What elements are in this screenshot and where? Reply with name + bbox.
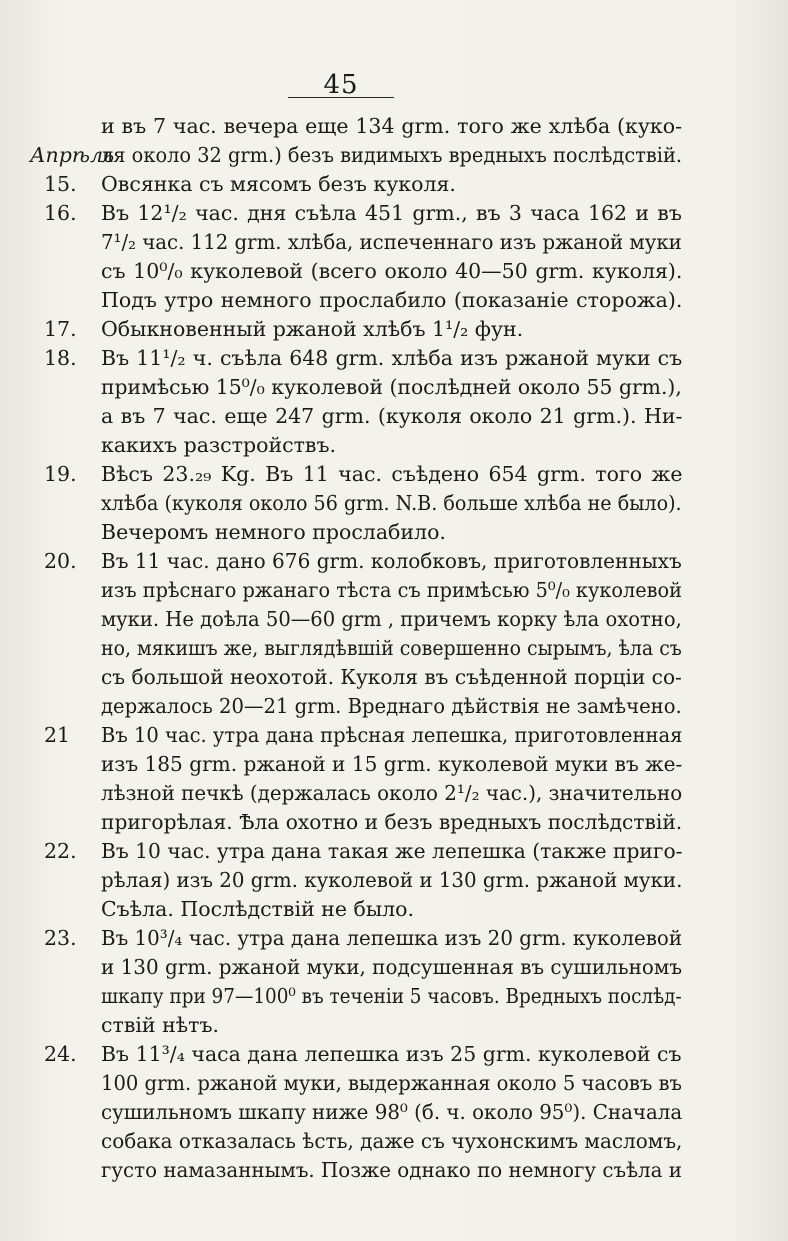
text-line [0,750,788,779]
text-line [0,112,788,141]
line-text: хлѣба (куколя около 56 grm. N.B. больше хлѣба не было). [101,491,682,515]
line-text: Подъ утро немного прослабило (показанiе сторожа). [101,288,683,312]
text-line [0,547,788,576]
text-line [0,518,788,547]
entry-number: 19. [44,462,77,486]
line-text: Въ 10 час. утра дана прѣсная лепешка, приготовленная [101,723,683,747]
line-text: а въ 7 час. еще 247 grm. (куколя около 21 grm.). Ни- [101,404,683,428]
entry-number: 20. [44,549,77,573]
text-line [0,605,788,634]
line-text: съ большой неохотой. Куколя въ съѣденной порцiи со- [101,665,682,689]
margin-note: Апрѣль [30,143,115,167]
text-line [0,199,788,228]
line-text: Въ 11 час. дано 676 grm. колобковъ, приготовленныхъ [101,549,682,573]
line-text: Вѣсъ 23.₂₉ Kg. Въ 11 час. съѣдено 654 grm. того же [101,462,683,486]
line-text: Вечеромъ немного прослабило. [101,520,446,544]
line-text: собака отказалась ѣсть, даже съ чухонскимъ масломъ, [101,1129,683,1153]
entry-number: 22. [44,839,77,863]
line-text: лѣзной печкѣ (держалась около 2¹/₂ час.), значительно [101,781,683,805]
line-text: и 130 grm. ржаной муки, подсушенная въ сушильномъ [101,955,683,979]
text-line [0,721,788,750]
line-text: Овсянка съ мясомъ безъ куколя. [101,172,456,196]
line-text: держалось 20—21 grm. Вреднаго дѣйствія не замѣчено. [101,694,682,718]
line-text: Въ 10³/₄ час. утра дана лепешка изъ 20 grm. куколевой [101,926,683,950]
text-line [0,1040,788,1069]
entry-number: 18. [44,346,77,370]
line-text: 7¹/₂ час. 112 grm. хлѣба, испеченнаго изъ ржаной муки [101,230,682,254]
text-line [0,170,788,199]
entry-number: 17. [44,317,77,341]
line-text: какихъ разстройствъ. [101,433,337,457]
text-line [0,924,788,953]
line-text: сушильномъ шкапу ниже 98⁰ (б. ч. около 95⁰). Сначала [101,1100,683,1124]
text-line [0,1098,788,1127]
page-number: 45 [323,70,359,100]
text-line [0,1127,788,1156]
text-line [0,692,788,721]
text-line [0,286,788,315]
entry-number: 15. [44,172,77,196]
line-text: Въ 11³/₄ часа дана лепешка изъ 25 grm. куколевой съ [101,1042,682,1066]
line-text: пригорѣлая. Ѣла охотно и безъ вредныхъ послѣдствій. [101,810,683,834]
entry-number: 16. [44,201,77,225]
text-line [0,431,788,460]
text-line [0,982,788,1011]
page-number-rule [288,97,394,98]
line-text: густо намазаннымъ. Позже однако по немногу съѣла и [101,1158,682,1182]
text-line [0,1156,788,1185]
text-block [0,112,788,1185]
line-text: но, мякишъ же, выглядѣвшiй совершенно сырымъ, ѣла съ [101,636,682,660]
line-text: Обыкновенный ржаной хлѣбъ 1¹/₂ фун. [101,317,524,341]
entry-number: 24. [44,1042,77,1066]
text-line [0,895,788,924]
text-line [0,1069,788,1098]
text-line [0,460,788,489]
text-line [0,634,788,663]
text-line [0,402,788,431]
entry-number: 21 [44,723,71,747]
text-line [0,808,788,837]
line-text: Въ 11¹/₂ ч. съѣла 648 grm. хлѣба изъ ржаной муки съ [101,346,683,370]
text-line [0,489,788,518]
line-text: и въ 7 час. вечера еще 134 grm. того же хлѣба (куко- [101,114,682,138]
text-line [0,663,788,692]
line-text: съ 10⁰/₀ куколевой (всего около 40—50 grm. куколя). [101,259,683,283]
line-text: шкапу при 97—100⁰ въ теченiи 5 часовъ. Вредныхъ послѣд- [101,984,682,1008]
text-line [0,837,788,866]
line-text: изъ прѣснаго ржанаго тѣста съ примѣсью 5⁰/₀ куколевой [101,578,682,602]
text-line [0,373,788,402]
text-line [0,141,788,170]
line-text: Въ 10 час. утра дана такая же лепешка (также приго- [101,839,683,863]
text-line [0,228,788,257]
text-line [0,576,788,605]
text-line [0,315,788,344]
line-text: Въ 12¹/₂ час. дня съѣла 451 grm., въ 3 часа 162 и въ [101,201,682,225]
line-text: рѣлая) изъ 20 grm. куколевой и 130 grm. ржаной муки. [101,868,683,892]
text-line [0,953,788,982]
text-line [0,779,788,808]
line-text: ля около 32 grm.) безъ видимыхъ вредныхъ послѣдствій. [101,143,683,167]
line-text: ствій нѣтъ. [101,1013,220,1037]
line-text: изъ 185 grm. ржаной и 15 grm. куколевой муки въ же- [101,752,683,776]
text-line [0,866,788,895]
line-text: Съѣла. Послѣдствій не было. [101,897,415,921]
line-text: примѣсью 15⁰/₀ куколевой (послѣдней около 55 grm.), [101,375,682,399]
entry-number: 23. [44,926,77,950]
text-line [0,257,788,286]
text-line [0,1011,788,1040]
line-text: 100 grm. ржаной муки, выдержанная около 5 часовъ въ [101,1071,682,1095]
line-text: муки. Не доѣла 50—60 grm , причемъ корку ѣла охотно, [101,607,682,631]
text-line [0,344,788,373]
